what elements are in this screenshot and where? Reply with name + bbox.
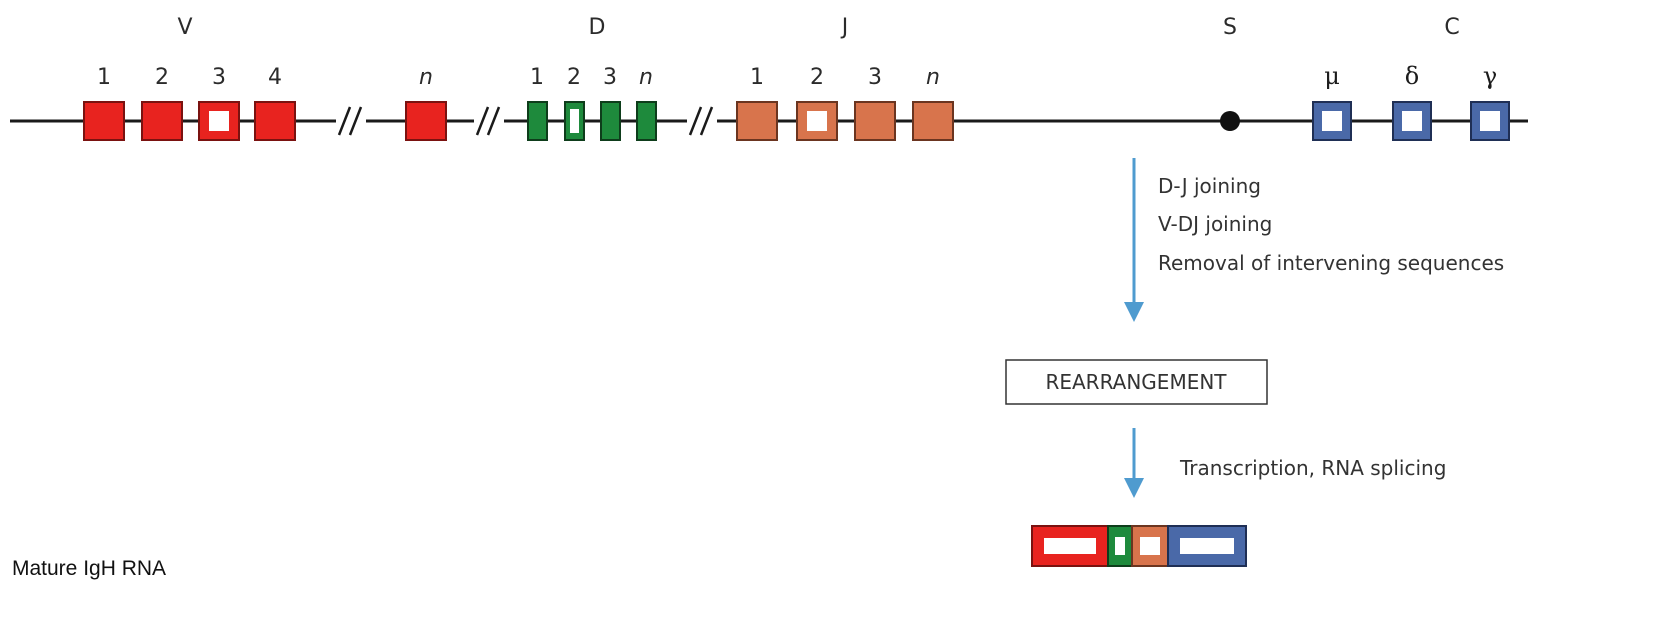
j-gene-segment [855,102,895,140]
d-gene-label: 2 [567,65,581,90]
c-gene-label-mu: μ [1324,62,1340,90]
c-gene-label-gamma: γ [1482,62,1498,90]
v-gene-segment [142,102,182,140]
j-gene-label: 3 [868,65,882,90]
segment-label-c: C [1444,15,1460,40]
step-dj-joining: D-J joining [1158,174,1261,198]
v-gene-label: 2 [155,65,169,90]
j-gene-segment [913,102,953,140]
j-gene-label: 2 [810,65,824,90]
v-gene-label: 4 [268,65,282,90]
exon-marker [1180,538,1234,554]
step-vdj-joining: V-DJ joining [1158,212,1273,236]
d-gene-label: 3 [603,65,617,90]
c-gene-marker [1402,111,1422,131]
break-mark [474,107,504,135]
arrowhead [1124,302,1144,322]
c-gene-label-delta: δ [1404,62,1420,90]
segment-label-d: D [588,15,606,40]
mature-igh-rna-label: Mature IgH RNA [12,557,167,580]
d-gene-label: 1 [530,65,544,90]
step-removal: Removal of intervening sequences [1158,251,1505,275]
rearrangement-label: REARRANGEMENT [1045,370,1227,394]
exon-marker [1140,537,1160,555]
v-gene-label: n [419,65,433,90]
selected-marker [570,109,579,133]
switch-region-dot [1220,111,1240,131]
break-mark [336,107,366,135]
exon-marker [1044,538,1096,554]
c-gene-marker [1480,111,1500,131]
selected-marker [807,111,827,131]
d-gene-segment [528,102,547,140]
selected-marker [209,111,229,131]
mature-rna-transcript [1032,526,1246,566]
selected-marker [1322,111,1342,131]
v-gene-label: 3 [212,65,226,90]
segment-label-j: J [841,15,849,40]
exon-marker [1115,537,1125,555]
segment-label-s: S [1223,15,1237,40]
arrowhead [1124,478,1144,498]
segment-label-v: V [177,15,193,40]
v-gene-segment [255,102,295,140]
v-gene-label: 1 [97,65,111,90]
d-gene-segment [637,102,656,140]
j-gene-label: 1 [750,65,764,90]
step-transcription: Transcription, RNA splicing [1180,456,1447,480]
j-gene-segment [737,102,777,140]
v-gene-segment [406,102,446,140]
d-gene-label: n [639,65,653,90]
v-gene-segment [84,102,124,140]
d-gene-segment [601,102,620,140]
break-mark [687,107,717,135]
j-gene-label: n [926,65,940,90]
